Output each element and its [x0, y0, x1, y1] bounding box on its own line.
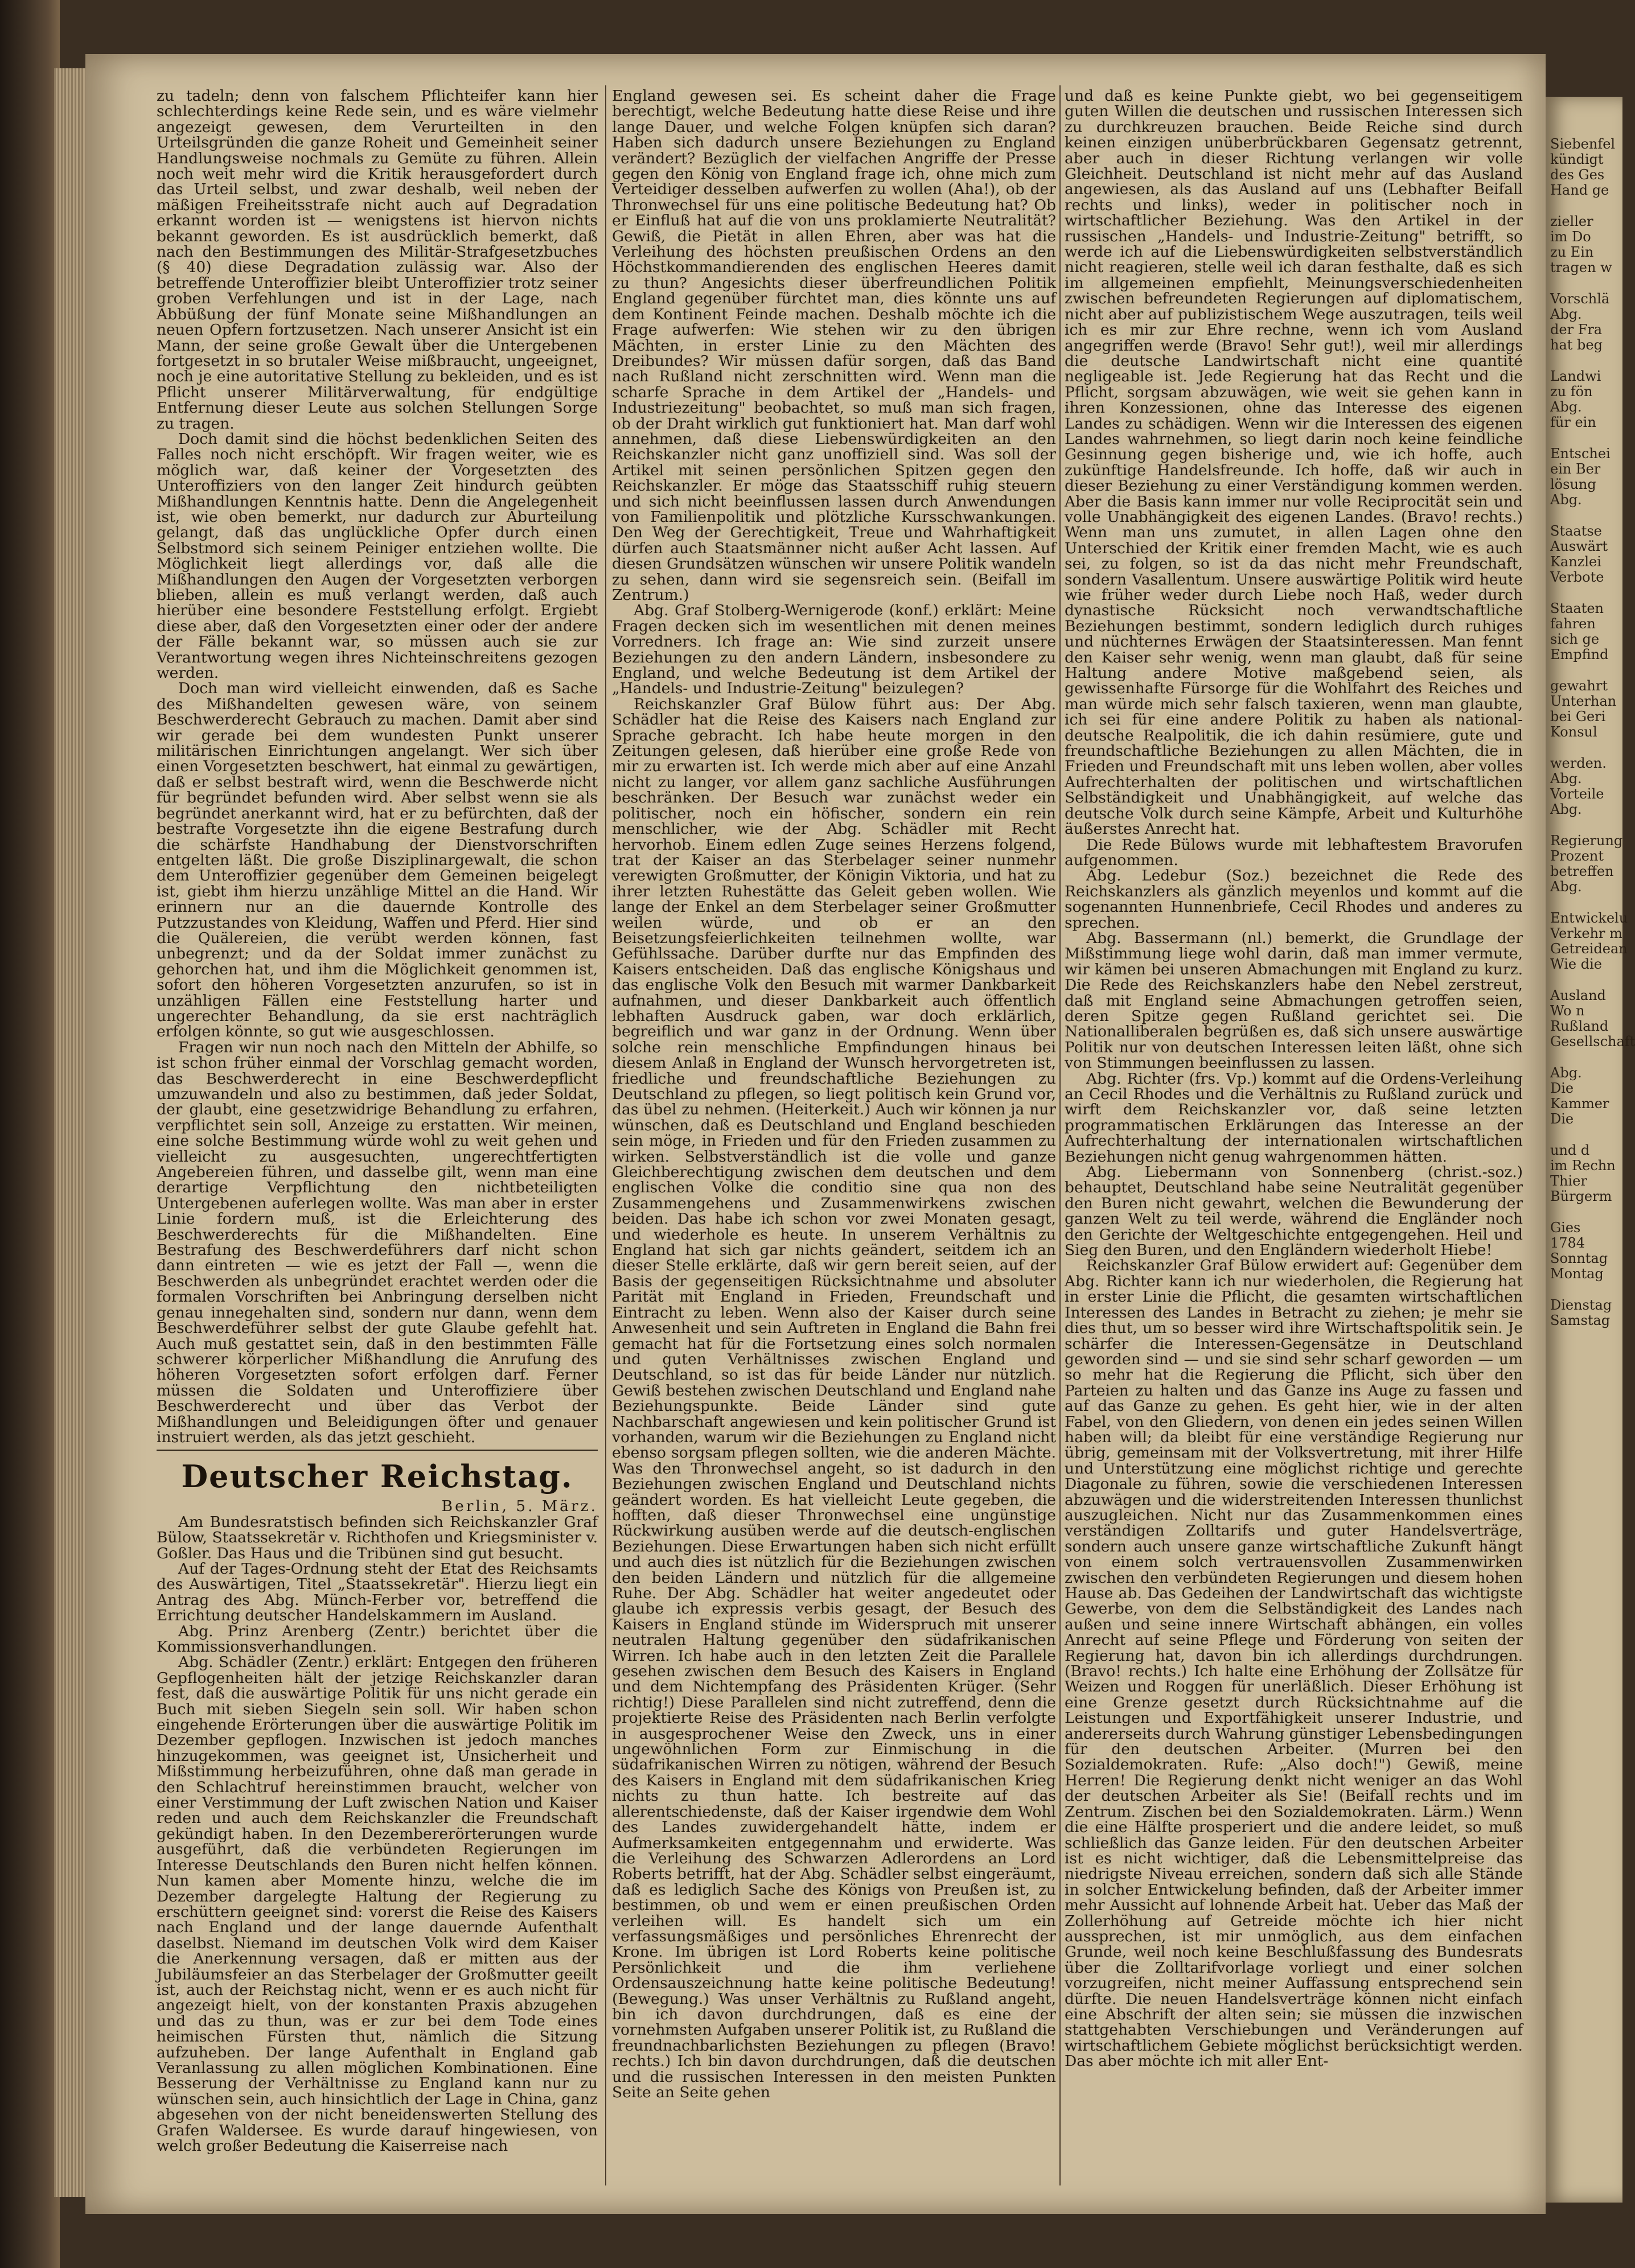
fragment-line: für ein	[1550, 414, 1596, 430]
fragment-line: Entschei	[1550, 446, 1611, 462]
fragment-line: Kanzlei	[1550, 554, 1601, 570]
fragment-line: der Fra	[1550, 322, 1603, 337]
fragment-line: Landwi	[1550, 368, 1601, 384]
fragment-line: lösung	[1550, 476, 1596, 492]
fragment-line: Thier	[1550, 1173, 1587, 1189]
fragment-line: Abg.	[1550, 1065, 1582, 1081]
fragment-line: Gies	[1550, 1220, 1581, 1236]
fragment-line: Empfind	[1550, 647, 1609, 662]
fragment-line: Gesellschaft	[1550, 1034, 1635, 1049]
adjacent-page-fragment	[1546, 97, 1635, 2203]
fragment-line: Abg.	[1550, 771, 1582, 787]
adjacent-page-text	[1546, 97, 1635, 1328]
fragment-line: kündigt	[1550, 151, 1604, 167]
column-1	[157, 88, 598, 2154]
fragment-line: Verbote	[1550, 569, 1604, 585]
paragraph: Am Bundesratstisch befinden sich Reichskanzler Graf Bülow, Staatssekretär v. Richthofen und Kriegsminister v. Goßler. Das Haus und die Tribünen sind gut besucht.	[157, 1513, 598, 1562]
fragment-line: 1784	[1550, 1235, 1585, 1251]
fragment-line: Ausland	[1550, 987, 1606, 1003]
paragraph: Abg. Schädler (Zentr.) erklärt: Entgegen den früheren Gepflogenheiten hält der jetzige Reichskanzler daran fest, daß die auswärtige Politik für uns nicht gerade ein Buch mit sieben Siegeln sein soll. Wir haben schon eingehende Erörterungen über die auswärtige Politik im Dezember gepflogen. Inzwischen ist jedoch manches hinzugekommen, was geeignet ist, Unsicherheit und Mißstimmung herbeizuführen, ohne daß man gerade in den Schlachtruf hereinstimmen braucht, welcher von einer Verstimmung der Luft zwischen Nation und Kaiser reden und auch dem Reichskanzler die Freundschaft gekündigt haben. In den Dezembererörterungen wurde ausgeführt, daß die verbündeten Regierungen im Interesse Deutschlands den Buren nicht helfen können. Nun kamen aber Momente hinzu, welche die im Dezember dargelegte Haltung der Regierung zu erschüttern geeignet sind: vorerst die Reise des Kaisers nach England und der lange dauernde Aufenthalt daselbst. Niemand im deutschen Volk wird dem Kaiser die Anerkennung versagen, daß er mitten aus der Jubiläumsfeier an das Sterbelager der Großmutter geeilt ist, auch der Reichstag nicht, wenn er es auch nicht für angezeigt hielt, von der konstanten Praxis abzugehen und das zu thun, was er zur bei dem Tode eines heimischen Fürsten thut, nämlich die Sitzung aufzuheben. Der lange Aufenthalt in England gab Veranlassung zu allen möglichen Kombinationen. Eine Besserung der Verhältnisse zu England kann nur zu wünschen sein, auch hinsichtlich der Lage in China, ganz abgesehen von der nicht beneidenswerten Stellung des Grafen Waldersee. Es wurde darauf hingewiesen, von welch großer Bedeutung die Kaiserreise nach	[157, 1653, 598, 2155]
column-2	[612, 88, 1056, 2100]
fragment-line: Hand ge	[1550, 182, 1609, 198]
fragment-line: Abg.	[1550, 399, 1582, 415]
paragraph: Doch damit sind die höchst bedenklichen Seiten des Falles noch nicht erschöpft. Wir fragen weiter, wie es möglich war, daß keiner der Vorgesetzten des Unteroffiziers von den langer Zeit hindurch geübten Mißhandlungen Kenntnis hatte. Denn die Angelegenheit ist, wie oben bemerkt, nur dadurch zur Aburteilung gelangt, daß das unglückliche Opfer durch einen Selbstmord sich seinem Peiniger entziehen wollte. Die Möglichkeit liegt allerdings vor, daß alle die Mißhandlungen den Augen der Vorgesetzten verborgen blieben, allein es muß verlangt werden, daß auch hierüber eine besondere Feststellung erfolgt. Ergiebt diese aber, daß den Vorgesetzten einer oder der andere der Fälle bekannt war, so müssen auch sie zur Verantwortung wegen ihres Nichteinschreitens gezogen werden.	[157, 430, 598, 682]
book-binding-left	[0, 0, 60, 2268]
fragment-line: im Rechn	[1550, 1158, 1616, 1174]
fragment-line: Die	[1550, 1111, 1574, 1127]
fragment-line: Entwickelu	[1550, 910, 1628, 926]
dateline: Berlin, 5. März.	[441, 1497, 598, 1516]
fragment-line: Vorteile	[1550, 786, 1604, 802]
paragraph: Die Rede Bülows wurde mit lebhaftestem Bravorufen aufgenommen.	[1065, 835, 1523, 869]
fragment-line: Montag	[1550, 1266, 1604, 1282]
paragraph: zu tadeln; denn von falschem Pflichteifer kann hier schlechterdings keine Rede sein, und es wäre vielmehr angezeigt gewesen, dem Verurteilten in den Urteilsgründen die ganze Roheit und Gemeinheit seiner Handlungsweise nochmals zu Gemüte zu führen. Allein noch weit mehr wird die Kritik herausgefordert durch das Urteil selbst, und zwar deshalb, weil neben der mäßigen Freiheitsstrafe nicht auch auf Degradation erkannt worden ist — wenigstens ist hiervon nichts bekannt geworden. Es ist ausdrücklich bemerkt, daß nach den Bestimmungen des Militär-Strafgesetzbuches (§ 40) diese Degradation zulässig war. Also der betreffende Unteroffizier bleibt Unteroffizier trotz seiner groben Verfehlungen und ist in der Lage, nach Abbüßung der fünf Monate seine Mißhandlungen an neuen Opfern fortzusetzen. Nach unserer Ansicht ist ein Mann, der seine große Gewalt über die Untergebenen fortgesetzt in so brutaler Weise mißbraucht, ungeeignet, noch je eine autoritative Stellung zu bekleiden, und es ist Pflicht unserer Militärverwaltung, für endgültige Entfernung dieser Leute aus solchen Stellungen Sorge zu tragen.	[157, 87, 598, 433]
paragraph: Doch man wird vielleicht einwenden, daß es Sache des Mißhandelten gewesen wäre, von seinem Beschwerderecht Gebrauch zu machen. Damit aber sind wir gerade bei dem wundesten Punkt unserer militärischen Einrichtungen angelangt. Wer sich über einen Vorgesetzten beschwert, hat einmal zu gewärtigen, daß er selbst bestraft wird, wenn die Beschwerde nicht für begründet befunden wird. Aber selbst wenn sie als begründet anerkannt wird, hat er zu befürchten, daß der bestrafte Vorgesetzte ihn die eigene Bestrafung durch die schärfste Handhabung der Dienstvorschriften entgelten läßt. Die große Disziplinargewalt, die schon dem Unteroffizier gegenüber dem Gemeinen beigelegt ist, giebt ihm hierzu unzählige Mittel an die Hand. Wir erinnern nur an die dauernde Kontrolle des Putzzustandes von Kleidung, Waffen und Pferd. Hier sind die Quälereien, die verübt werden können, fast unbegrenzt; und da der Soldat immer zunächst zu gehorchen hat, und ihm die Möglichkeit genommen ist, sofort den höheren Vorgesetzten anzurufen, so ist in unzähligen Fällen eine Feststellung harter und ungerechter Behandlung, da sie erst nachträglich erfolgen könnte, so gut wie ausgeschlossen.	[157, 680, 598, 1041]
fragment-line: im Do	[1550, 229, 1591, 245]
section-title: Deutscher Reichstag.	[181, 1458, 573, 1495]
fragment-line: Getreidean	[1550, 941, 1628, 957]
fragment-line: fahren	[1550, 616, 1596, 632]
fragment-line: Wo n	[1550, 1003, 1585, 1019]
fragment-line: Abg.	[1550, 801, 1582, 817]
paragraph: England gewesen sei. Es scheint daher die Frage berechtigt, welche Bedeutung hatte diese Reise und ihre lange Dauer, und welche Folgen knüpfen sich daran? Haben sich dadurch unsere Beziehungen zu England verändert? Bezüglich der vielfachen Angriffe der Presse gegen den König von England frage ich, ohne mich zum Verteidiger desselben aufwerfen zu wollen (Aha!), ob der Thronwechsel für uns eine politische Bedeutung hat? Ob er Einfluß hat auf die von uns proklamierte Neutralität? Gewiß, die Pietät in allen Ehren, aber was hat die Verleihung des höchsten preußischen Ordens an den Höchstkommandierenden des englischen Heeres damit zu thun? Angesichts dieser überfreundlichen Politik England gegenüber fürchtet man, dies könnte uns auf dem Kontinent Feinde machen. Deshalb möchte ich die Frage aufwerfen: Wie stehen wir zu den übrigen Mächten, in erster Linie zu den Mächten des Dreibundes? Wir müssen dafür sorgen, daß das Band nach Rußland nicht zerschnitten wird. Wenn man die scharfe Sprache in dem Artikel der „Handels- und Industriezeitung" beobachtet, so muß man sich fragen, ob der Draht wirklich gut funktioniert hat. Man darf wohl annehmen, daß diese Liebenswürdigkeiten an den Reichskanzler nicht ganz unoffiziell sind. Was soll der Artikel mit seinen persönlichen Spitzen gegen den Reichskanzler. Er möge das Staatsschiff ruhig steuern und sich nicht beeinflussen lassen durch Anwendungen von Familienpolitik und plötzliche Kursschwankungen. Den Weg der Gerechtigkeit, Treue und Wahrhaftigkeit dürfen auch Staatsmänner nicht außer Acht lassen. Auf diesen Grundsätzen wünschen wir unsere Politik wandeln zu sehen, dann wird sie segensreich sein. (Beifall im Zentrum.)	[612, 87, 1056, 604]
fragment-line: Konsul	[1550, 724, 1597, 740]
fragment-line: Siebenfel	[1550, 136, 1616, 152]
fragment-line: Abg.	[1550, 492, 1582, 508]
column-3	[1065, 88, 1523, 2069]
fragment-line: zu Ein	[1550, 244, 1594, 260]
paragraph: Auf der Tages-Ordnung steht der Etat des Reichsamts des Auswärtigen, Titel „Staatssekretär". Hierzu liegt ein Antrag des Abg. Münch-Ferber vor, betreffend die Errichtung deutscher Handelskammern im Ausland.	[157, 1559, 598, 1625]
fragment-line: gewahrt	[1550, 678, 1608, 694]
paragraph: Fragen wir nun noch nach den Mitteln der Abhilfe, so ist schon früher einmal der Vorschlag gemacht worden, das Beschwerderecht in eine Beschwerdepflicht umzuwandeln und also zu bestimmen, daß jeder Soldat, der glaubt, eine gesetzwidrige Behandlung zu erfahren, verpflichtet sein soll, Anzeige zu erstatten. Wir meinen, eine solche Bestimmung würde wohl zu weit gehen und vielleicht zu ausgesuchten, ungerechtfertigten Angebereien führen, und dasselbe gilt, wenn man eine derartige Verpflichtung den nichtbeteiligten Untergebenen auferlegen wollte. Was man aber in erster Linie fordern muß, ist die Erleichterung des Beschwerderechts für die Mißhandelten. Eine Bestrafung des Beschwerdeführers darf nicht schon dann eintreten — wie es jetzt der Fall —, wenn die Beschwerden als unbegründet erachtet werden oder die formalen Vorschriften bei Anbringung derselben nicht genau innegehalten sind, sondern nur dann, wenn dem Beschwerdeführer selbst der gute Glaube gefehlt hat. Auch muß gestattet sein, daß in den bestimmten Fälle schwerer körperlicher Mißhandlung die Anrufung des höheren Vorgesetzten sofort erfolgen darf. Ferner müssen die Soldaten und Unteroffiziere über Beschwerderecht und über das Verbot der Mißhandlungen und Beleidigungen öfter und genauer instruiert werden, als das jetzt geschieht.	[157, 1038, 598, 1446]
fragment-line: Samstag	[1550, 1312, 1611, 1328]
paragraph: Abg. Richter (frs. Vp.) kommt auf die Ordens-Verleihung an Cecil Rhodes und die Verhältnis zu Rußland zurück und wirft dem Reichskanzler vor, daß seine letzten programmatischen Erklärungen das Interesse an der Aufrechterhaltung der internationalen wirtschaftlichen Beziehungen nicht genug wahrgenommen hätten.	[1065, 1069, 1523, 1166]
paragraph: Abg. Graf Stolberg-Wernigerode (konf.) erklärt: Meine Fragen decken sich im wesentlichen mit denen meines Vorredners. Ich frage an: Wie sind zurzeit unsere Beziehungen zu den andern Ländern, insbesondere zu England, und welche Bedeutung ist dem Artikel der „Handels- und Industrie-Zeitung" beizulegen?	[612, 602, 1056, 698]
paragraph: Reichskanzler Graf Bülow erwidert auf: Gegenüber dem Abg. Richter kann ich nur wiederholen, die Regierung hat in erster Linie die Pflicht, die gesamten wirtschaftlichen Interessen des Landes in Betracht zu ziehen; je mehr sie dies thut, um so besser wird ihre Wirtschaftspolitik sein. Je schärfer die Interessen-Gegensätze in Deutschland geworden sind — und sie sind sehr scharf geworden — um so mehr hat die Regierung die Pflicht, sich über den Parteien zu halten und das Ganze ins Auge zu fassen und auf das Ganze zu gehen. Es geht hier, wie in der alten Fabel, von den Gliedern, von denen ein jedes seinen Willen haben will; da bleibt für eine verständige Regierung nur übrig, gemeinsam mit der Volksvertretung, mit ihrer Hilfe und Unterstützung eine möglichst richtige und gerechte Diagonale zu führen, sowie die verschiedenen Interessen abzuwägen und die widerstreitenden Interessen thunlichst auszugleichen. Nicht nur das Zusammenkommen eines verständigen Zolltarifs und guter Handelsverträge, sondern auch unsere ganze wirtschaftliche Zukunft hängt von einem solch vertrauensvollen Zusammenwirken zwischen den verbündeten Regierungen und diesem hohen Hause ab. Das Gedeihen der Landwirtschaft das wichtigste Gewerbe, von dem die Selbständigkeit des Landes nach außen und seine innere Wirtschaft abhängen, ein volles Anrecht auf seine Pflege und Förderung von seiten der Regierung hat, davon bin ich allerdings durchdrungen. (Bravo! rechts.) Ich halte eine Erhöhung der Zollsätze für Weizen und Roggen für unerläßlich. Dieser Erhöhung ist eine Grenze gesetzt durch Rücksichtnahme auf die Leistungen und Exportfähigkeit unserer Industrie, und andererseits durch Wahrung günstiger Lebensbedingungen für den deutschen Arbeiter. (Murren bei den Sozialdemokraten. Rufe: „Also doch!") Gewiß, meine Herren! Die Regierung denkt nicht weniger an das Wohl der deutschen Arbeiter als Sie! (Beifall rechts und im Zentrum. Zischen bei den Sozialdemokraten. Lärm.) Wenn die eine Hälfte prosperiert und die andere leidet, so muß schließlich das Ganze leiden. Für den deutschen Arbeiter ist es nicht wichtiger, daß die Lebensmittelpreise das niedrigste Niveau erreichen, sondern daß sich alle Stände in solcher Entwickelung befinden, daß der Arbeiter immer mehr Aussicht auf lohnende Arbeit hat. Ueber das Maß der Zollerhöhung auf Getreide möchte ich hier nicht aussprechen, ist mir unmöglich, aus dem einfachen Grunde, weil noch keine Beschlußfassung des Bundesrats über die Zolltarifvorlage vorliegt und einer solchen vorzugreifen, nicht meiner Auffassung entsprechend sein dürfte. Die neuen Handelsverträge können nicht einfach eine Abschrift der alten sein; sie müssen die inzwischen stattgehabten Verschiebungen und Veränderungen auf wirtschaftlichem Gebiete möglichst berücksichtigt werden. Das aber möchte ich mit aller Ent-	[1065, 1257, 1523, 2071]
paragraph: Abg. Liebermann von Sonnenberg (christ.-soz.) behauptet, Deutschland habe seine Neutralität gegenüber den Buren nicht gewahrt, welchen die Bewunderung der ganzen Welt zu teil werde, während die Engländer noch den Gerichte der Weltgeschichte entgegengehen. Heil und Sieg den Buren, und den Engländern wiederholt Hiebe!	[1065, 1163, 1523, 1259]
paragraph: und daß es keine Punkte giebt, wo bei gegenseitigem guten Willen die deutschen und russischen Interessen sich zu durchkreuzen brauchen. Beide Reiche sind durch keinen einzigen unüberbrückbaren Gegensatz getrennt, aber auch in dieser Richtung verlangen wir volle Gleichheit. Deutschland ist nicht mehr auf das Ausland angewiesen, als das Ausland auf uns (Lebhafter Beifall rechts und links), weder in politischer noch in wirtschaftlicher Beziehung. Was den Artikel in der russischen „Handels- und Industrie-Zeitung" betrifft, so werde ich auf die Liebenswürdigkeiten selbstverständlich nicht reagieren, stelle weil ich daran festhalte, daß es sich im allgemeinen empfiehlt, Meinungsverschiedenheiten zwischen befreundeten Regierungen auf diplomatischem, nicht aber auf publizistischem Wege auszutragen, teils weil ich es mir zur Ehre rechne, wenn ich vom Ausland angegriffen werde (Bravo! Sehr gut!), weil mir allerdings die deutsche Landwirtschaft nicht eine quantité negligeable ist. Jede Regierung hat das Recht und die Pflicht, sorgsam abzuwägen, wie weit sie gehen kann in ihren Konzessionen, ohne das Interesse des eigenen Landes zu schädigen. Wenn wir die Interessen des eigenen Landes wahrnehmen, so liegt darin noch keine feindliche Gesinnung gegen bisherige und, wie ich hoffe, auch zukünftige Handelsfreunde. Ich hoffe, daß wir auch in dieser Beziehung zu einer Verständigung kommen werden. Aber die Basis kann immer nur volle Reciprocität sein und volle Unabhängigkeit des eigenen Landes. (Bravo! rechts.) Wenn man uns zumutet, in allen Lagen ohne den Unterschied der Kritik einer fremden Macht, wie es auch sei, zu folgen, so ist da das nicht mehr Freundschaft, sondern Vasallentum. Unsere auswärtige Politik wird heute wie früher weder durch Liebe noch Haß, weder durch dynastische Rücksicht noch verwandtschaftliche Beziehungen bestimmt, sondern lediglich durch ruhiges und nüchternes Erwägen der Staatsinteressen. Man fennt den Kaiser sehr wenig, wenn man glaubt, daß für seine Haltung andere Motive maßgebend seien, als gewissenhafte Fürsorge für die Wohlfahrt des Reiches und man würde mich sehr falsch taxieren, wenn man glaubte, ich sei für eine andere Politik zu haben als national-deutsche Realpolitik, die ich dahin resümiere, gute und freundschaftliche Beziehungen zu allen Mächten, die in Frieden und Freundschaft mit uns leben wollen, aber volles Aufrechterhalten der politischen und wirtschaftlichen Selbständigkeit und Unabhängigkeit, auf welche das deutsche Volk durch seine Kämpfe, Arbeit und Kulturhöhe äußerstes Anrecht hat.	[1065, 87, 1523, 838]
fragment-line: betreffen	[1550, 863, 1614, 879]
fragment-line: Sonntag	[1550, 1250, 1608, 1266]
fragment-line: Abg.	[1550, 306, 1582, 322]
fragment-line: Vorschlä	[1550, 291, 1610, 307]
column-divider-1	[605, 85, 606, 2185]
fragment-line: Regierung	[1550, 833, 1623, 849]
fragment-line: Prozent	[1550, 848, 1604, 864]
fragment-line: hat beg	[1550, 337, 1603, 353]
fragment-line: ein Ber	[1550, 461, 1601, 477]
fragment-line: Unterhan	[1550, 693, 1617, 709]
fragment-line: werden.	[1550, 755, 1607, 771]
fragment-line: des Ges	[1550, 167, 1605, 183]
paragraph: Abg. Bassermann (nl.) bemerkt, die Grundlage der Mißstimmung liege wohl darin, daß man immer vermute, wir kämen bei unseren Abmachungen mit England zu kurz. Die Rede des Reichskanzlers habe den Nebel zerstreut, daß mit England seine Abmachungen getroffen seien, deren Spitze gegen Rußland gerichtet sei. Die Nationalliberalen begrüßen es, daß sich unsere auswärtige Politik nur von deutschen Interessen leiten läßt, ohne sich von Stimmungen beeinflussen zu lassen.	[1065, 929, 1523, 1072]
section-rule	[157, 1450, 598, 1451]
fragment-line: Staatse	[1550, 523, 1602, 539]
column-divider-2	[1059, 85, 1061, 2185]
fragment-line: Verkehr m	[1550, 925, 1622, 941]
fragment-line: Bürgerm	[1550, 1188, 1612, 1204]
fragment-line: Auswärt	[1550, 538, 1608, 554]
fragment-line: Rußland	[1550, 1018, 1609, 1034]
fragment-line: Kammer	[1550, 1096, 1609, 1112]
paragraph: Abg. Ledebur (Soz.) bezeichnet die Rede des Reichskanzlers als gänzlich meyenlos und kommt auf die sogenannten Hunnenbriefe, Cecil Rhodes und anderes zu sprechen.	[1065, 867, 1523, 932]
fragment-line: Abg.	[1550, 879, 1582, 895]
fragment-line: sich ge	[1550, 631, 1600, 647]
fragment-line: bei Geri	[1550, 709, 1606, 725]
fragment-line: tragen w	[1550, 260, 1612, 275]
fragment-line: Dienstag	[1550, 1297, 1612, 1313]
fragment-line: Wie die	[1550, 956, 1602, 972]
fragment-line: Staaten	[1550, 600, 1604, 616]
fragment-line: zieller	[1550, 213, 1593, 229]
fragment-line: und d	[1550, 1142, 1590, 1158]
fragment-line: Die	[1550, 1080, 1574, 1096]
fragment-line: zu fön	[1550, 384, 1593, 400]
paragraph: Reichskanzler Graf Bülow führt aus: Der Abg. Schädler hat die Reise des Kaisers nach England zur Sprache gebracht. Ich habe heute morgen in den Zeitungen gelesen, daß hierüber eine große Rede von mir zu erwarten ist. Ich werde mich aber auf eine Anzahl nicht zu langer, vor allem ganz sachliche Ausführungen beschränken. Der Besuch war zunächst weder ein politischer, noch ein höfischer, sondern ein rein menschlicher, wie der Abg. Schädler mit Recht hervorhob. Einem edlen Zuge seines Herzens folgend, trat der Kaiser an das Sterbelager seiner nunmehr verewigten Großmutter, der Königin Viktoria, und hat zu ihrer letzten Ruhestätte das Geleit geben wollen. Wie lange der Enkel an dem Sterbelager seiner Großmutter weilen würde, und ob er an den Beisetzungsfeierlichkeiten teilnehmen wollte, war Gefühlssache. Darüber durfte nur das Empfinden des Kaisers entscheiden. Daß das englische Königshaus und das englische Volk den Besuch mit warmer Dankbarkeit aufnahmen, und dieser Dankbarkeit auch öffentlich lebhaften Ausdruck gaben, war doch erklärlich, begreiflich und war ganz in der Ordnung. Wenn über solche rein menschliche Empfindungen hinaus bei diesem Anlaß in England der Wunsch hervorgetreten ist, friedliche und freundschaftliche Beziehungen zu Deutschland zu pflegen, so liegt politisch kein Grund vor, das übel zu nehmen. (Heiterkeit.) Auch wir können ja nur wünschen, daß es Deutschland und England beschieden sein möge, in Frieden und für den Frieden zusammen zu wirken. Selbstverständlich ist die volle und ganze Gleichberechtigung zwischen dem deutschen und dem englischen Volke die conditio sine qua non des Zusammengehens und Zusammenwirkens zwischen beiden. Das habe ich schon vor zwei Monaten gesagt, und wiederhole es heute. In unserem Verhältnis zu England hat sich gar nichts geändert, seitdem ich an dieser Stelle erklärte, daß wir gern bereit seien, auf der Basis der gegenseitigen Rücksichtnahme und absoluter Parität mit England in Frieden, Freundschaft und Eintracht zu leben. Wenn also der Kaiser durch seine Anwesenheit und sein Auftreten in England die Bahn frei gemacht hat für die Fortsetzung eines solch normalen und guten Verhältnisses zwischen England und Deutschland, so ist das für beide Länder nur nützlich. Gewiß bestehen zwischen Deutschland und England nahe Beziehungspunkte. Beide Länder sind gute Nachbarschaft angewiesen und kein politischer Grund ist vorhanden, warum wir die Beziehungen zu England nicht ebenso sorgsam pflegen sollten, wie die anderen Mächte. Was den Thronwechsel angeht, so ist dadurch in den Beziehungen zwischen England und Deutschland nichts geändert worden. Es hat vielleicht Leute gegeben, die hofften, daß dieser Thronwechsel eine ungünstige Rückwirkung ausüben werde auf die deutsch-englischen Beziehungen. Diese Erwartungen haben sich nicht erfüllt und auch dies ist nützlich für die Beziehungen zwischen den beiden Ländern und nützlich für die allgemeine Ruhe. Der Abg. Schädler hat weiter angedeutet oder glaube ich expressis verbis gesagt, der Besuch des Kaisers in England stünde im Widerspruch mit unserer neutralen Haltung gegenüber den südafrikanischen Wirren. Ich habe auch in den letzten Zeit die Parallele gesehen zwischen dem Besuch des Kaisers in England und dem Nichtempfang des Präsidenten Krüger. (Sehr richtig!) Diese Parallelen sind nicht zutreffend, denn die projektierte Reise des Präsidenten nach Berlin verfolgte in ausgesprochener Weise den Zweck, uns in einer ungewöhnlichen Form zur Einmischung in die südafrikanischen Wirren zu nötigen, während der Besuch des Kaisers in England mit dem südafrikanischen Krieg nichts zu thun hatte. Ich bestreite auf das allerentschiedenste, daß der Kaiser irgendwie dem Wohl des Landes zuwidergehandelt hätte, indem er Aufmerksamkeiten entgegennahm und erwiderte. Was die Verleihung des Schwarzen Adlerordens an Lord Roberts betrifft, hat der Abg. Schädler selbst eingeräumt, daß es lediglich Sache des Königs von Preußen ist, zu bestimmen, ob und wem er einen preußischen Orden verleihen will. Es handelt sich um ein verfassungsmäßiges und persönliches Ehrenrecht der Krone. Im übrigen ist Lord Roberts keine politische Persönlichkeit und die ihm verliehene Ordensauszeichnung hatte keine politische Bedeutung! (Bewegung.) Was unser Verhältnis zu Rußland angeht, bin ich davon durchdrungen, daß es eine der vornehmsten Aufgaben unserer Politik ist, zu Rußland die freundnachbarlichsten Beziehungen zu pflegen (Bravo! rechts.) Ich bin davon durchdrungen, daß die deutschen und die russischen Interessen in den meisten Punkten Seite an Seite gehen	[612, 695, 1056, 2101]
paragraph: Abg. Prinz Arenberg (Zentr.) berichtet über die Kommissionsverhandlungen.	[157, 1622, 598, 1656]
